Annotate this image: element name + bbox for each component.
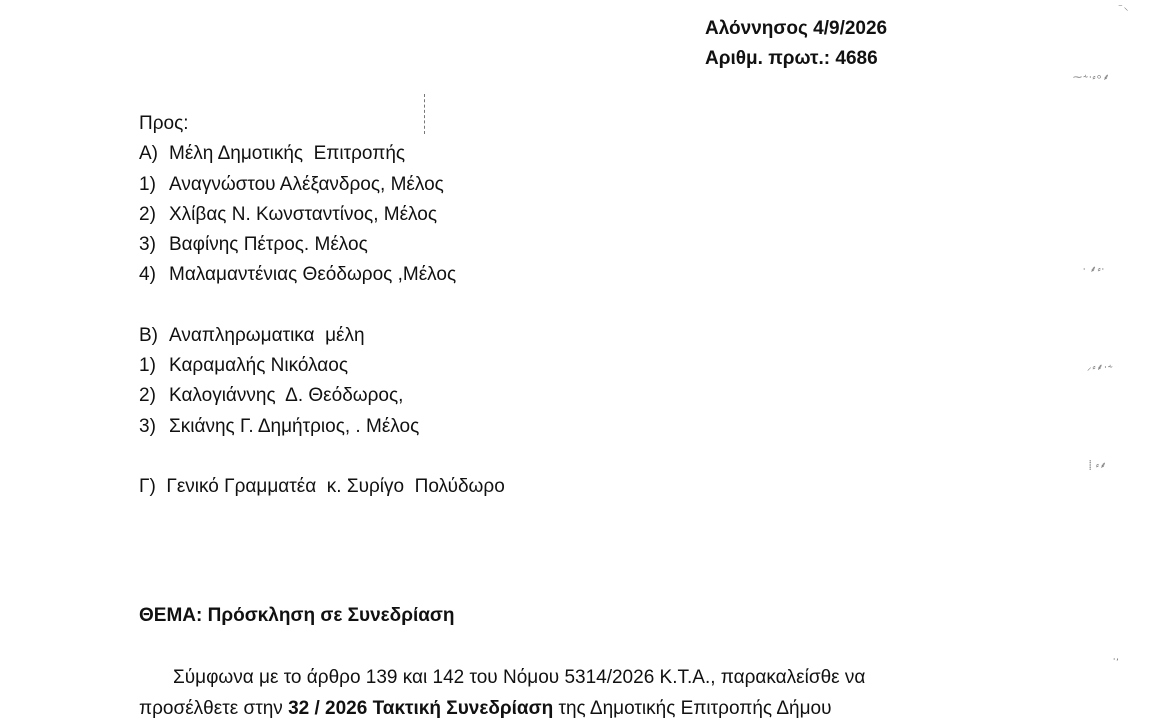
list-item-text: Μαλαμαντένιας Θεόδωρος ,Μέλος: [169, 264, 457, 286]
scan-artifact: ⁻⸜: [1118, 2, 1130, 12]
body-line-2-end: της Δημοτικής Επιτροπής Δήμου: [553, 698, 832, 719]
body-line-2: [139, 693, 1039, 724]
session-title: 32 / 2026 Τακτική Συνεδρίαση: [288, 698, 554, 719]
list-item-text: Βαφίνης Πέτρος. Μέλος: [169, 234, 368, 256]
list-item-text: Καραμαλής Νικόλαος: [169, 355, 348, 377]
list-item-text: Αναγνώστου Αλέξανδρος, Μέλος: [169, 173, 444, 195]
list-item-text: Χλίβας Ν. Κωνσταντίνος, Μέλος: [169, 203, 437, 225]
list-item-number: 3): [139, 234, 156, 256]
group-a-heading: [139, 139, 505, 169]
group-a-title: Μέλη Δημοτικής Επιτροπής: [169, 143, 406, 165]
group-c-line: Γ) Γενικό Γραμματέα κ. Συρίγο Πολύδωρο: [139, 475, 505, 497]
scan-artifact: ⁓⸞⸱⸗⸰⸙: [1073, 72, 1111, 82]
to-label: Προς:: [139, 113, 189, 134]
place-date: Αλόννησος 4/9/2026: [705, 18, 888, 39]
recipients-block: [139, 109, 505, 502]
list-item-number: 2): [139, 385, 156, 407]
list-item: [139, 170, 505, 200]
list-item-number: 3): [139, 415, 156, 437]
list-item: [139, 412, 505, 442]
list-item: [139, 351, 505, 381]
group-b-heading: [139, 321, 505, 351]
list-item: [139, 230, 505, 260]
letter-header: [705, 14, 887, 74]
scan-artifact: ⸽ ⸗⸙: [1089, 460, 1108, 470]
body-paragraph: [139, 662, 1039, 724]
list-item: [139, 200, 505, 230]
scan-artifact: ⸳⸴: [1113, 653, 1120, 663]
list-item-number: 2): [139, 203, 156, 225]
subject-line: ΘΕΜΑ: Πρόσκληση σε Συνεδρίαση: [139, 605, 455, 626]
group-b-title: Αναπληρωματικα μέλη: [169, 324, 365, 346]
list-item: [139, 260, 505, 290]
spacer: [139, 291, 505, 321]
list-item-number: 4): [139, 264, 156, 286]
body-line-1: Σύμφωνα με το άρθρο 139 και 142 του Νόμου 5314/2026 Κ.Τ.Α., παρακαλείσθε να: [173, 667, 866, 688]
scan-artifact: ⸝⸗⸙⸱⸞: [1087, 362, 1114, 372]
list-item-number: 1): [139, 173, 156, 195]
spacer: [139, 442, 505, 472]
list-item: [139, 381, 505, 411]
list-item-text: Σκιάνης Γ. Δημήτριος, . Μέλος: [169, 415, 420, 437]
group-a-label: A): [139, 143, 158, 165]
protocol-number: Αριθμ. πρωτ.: 4686: [705, 48, 878, 69]
group-b-label: B): [139, 324, 158, 346]
scan-artifact: ⸱ ⸙⸗⸱: [1083, 264, 1106, 274]
list-item-number: 1): [139, 355, 156, 377]
list-item-text: Καλογιάννης Δ. Θεόδωρος,: [169, 385, 404, 407]
body-line-2-start: προσέλθετε στην: [139, 698, 289, 719]
